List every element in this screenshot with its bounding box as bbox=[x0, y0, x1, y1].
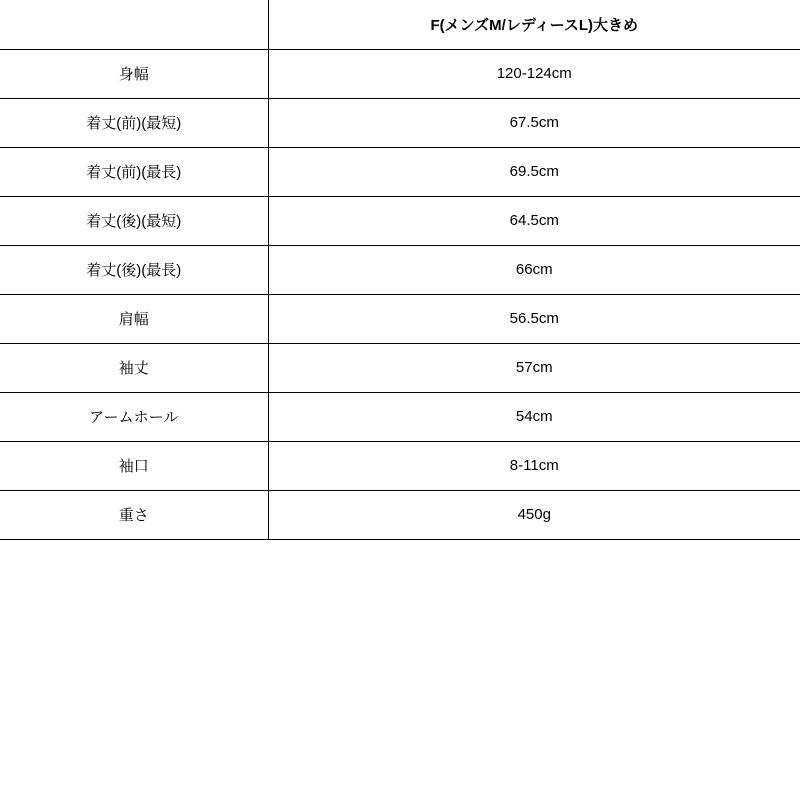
row-label: 重さ bbox=[0, 490, 268, 539]
table-row bbox=[0, 441, 800, 490]
row-label: アームホール bbox=[0, 392, 268, 441]
row-value: 54cm bbox=[268, 392, 800, 441]
row-label: 着丈(後)(最短) bbox=[0, 196, 268, 245]
table-row bbox=[0, 245, 800, 294]
row-label: 着丈(前)(最長) bbox=[0, 147, 268, 196]
table-row bbox=[0, 49, 800, 98]
table-row bbox=[0, 98, 800, 147]
row-value: 450g bbox=[268, 490, 800, 539]
table-row bbox=[0, 196, 800, 245]
page-whitespace bbox=[0, 540, 800, 795]
row-value: 57cm bbox=[268, 343, 800, 392]
row-value: 67.5cm bbox=[268, 98, 800, 147]
table-row bbox=[0, 490, 800, 539]
table-row bbox=[0, 294, 800, 343]
size-table-body bbox=[0, 49, 800, 539]
column-header-size: F(メンズM/レディースL)大きめ bbox=[268, 0, 800, 49]
row-value: 64.5cm bbox=[268, 196, 800, 245]
row-label: 着丈(後)(最長) bbox=[0, 245, 268, 294]
row-value: 66cm bbox=[268, 245, 800, 294]
row-label: 着丈(前)(最短) bbox=[0, 98, 268, 147]
table-header-row bbox=[0, 0, 800, 49]
column-header-measurement bbox=[0, 0, 268, 49]
row-label: 袖口 bbox=[0, 441, 268, 490]
table-row bbox=[0, 343, 800, 392]
table-row bbox=[0, 147, 800, 196]
row-label: 身幅 bbox=[0, 49, 268, 98]
row-value: 69.5cm bbox=[268, 147, 800, 196]
table-row bbox=[0, 392, 800, 441]
row-value: 8-11cm bbox=[268, 441, 800, 490]
row-label: 肩幅 bbox=[0, 294, 268, 343]
row-value: 56.5cm bbox=[268, 294, 800, 343]
row-value: 120-124cm bbox=[268, 49, 800, 98]
size-table-head bbox=[0, 0, 800, 49]
row-label: 袖丈 bbox=[0, 343, 268, 392]
